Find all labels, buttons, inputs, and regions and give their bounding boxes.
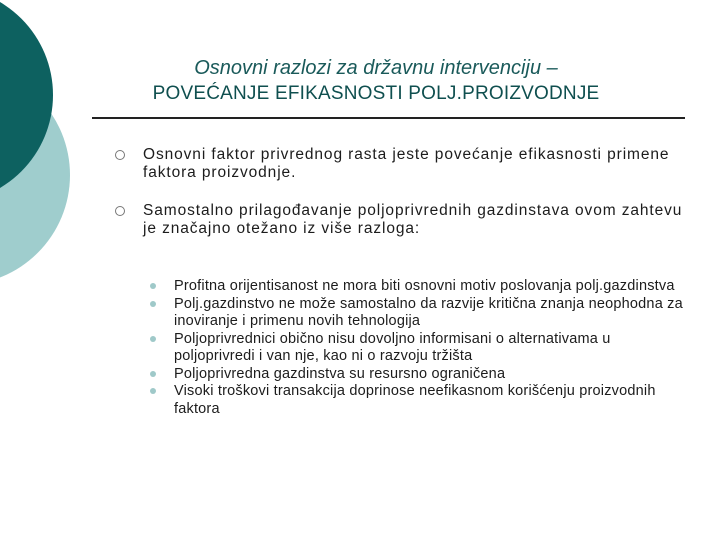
bullet-item [115, 146, 695, 182]
sub-bullet-text: Polj.gazdinstvo ne može samostalno da razvije kritična znanja neophodna za inoviranje i primenu novih tehnologija [174, 295, 683, 329]
sub-bullet-item [150, 366, 690, 384]
sub-bullet-text: Visoki troškovi transakcija doprinose neefikasnom korišćenju proizvodnih faktora [174, 383, 656, 417]
sub-bullet-item [150, 383, 690, 418]
dot-bullet-icon [150, 371, 156, 377]
main-bullet-list [115, 146, 695, 258]
decorative-circles [0, 0, 120, 320]
sub-bullet-item [150, 296, 690, 331]
sub-bullet-text: Profitna orijentisanost ne mora biti osnovni motiv poslovanja polj.gazdinstva [174, 278, 675, 294]
hollow-circle-bullet-icon [115, 150, 125, 160]
slide-title [86, 55, 666, 107]
sub-bullet-item [150, 278, 690, 296]
dot-bullet-icon [150, 336, 156, 342]
bullet-text: Samostalno prilagođavanje poljoprivrednih gazdinstava ovom zahtevu je značajno otežano iz više razloga: [143, 202, 683, 237]
bullet-item [115, 202, 695, 238]
bullet-text: Osnovni faktor privrednog rasta jeste povećanje efikasnosti primene faktora proizvodnje. [143, 146, 670, 181]
sub-bullet-text: Poljoprivrednici obično nisu dovoljno informisani o alternativama u poljoprivredi i van nje, kao ni o razvoju tržišta [174, 330, 611, 364]
dot-bullet-icon [150, 301, 156, 307]
sub-bullet-item [150, 331, 690, 366]
sub-bullet-text: Poljoprivredna gazdinstva su resursno ograničena [174, 365, 506, 382]
dot-bullet-icon [150, 283, 156, 289]
dot-bullet-icon [150, 388, 156, 394]
hollow-circle-bullet-icon [115, 206, 125, 216]
title-line-1: Osnovni razlozi za državnu intervenciju – [194, 57, 558, 79]
title-line-2: POVEĆANJE EFIKASNOSTI POLJ.PROIZVODNJE [152, 83, 600, 104]
sub-bullet-list [150, 278, 690, 418]
title-underline [92, 117, 685, 119]
